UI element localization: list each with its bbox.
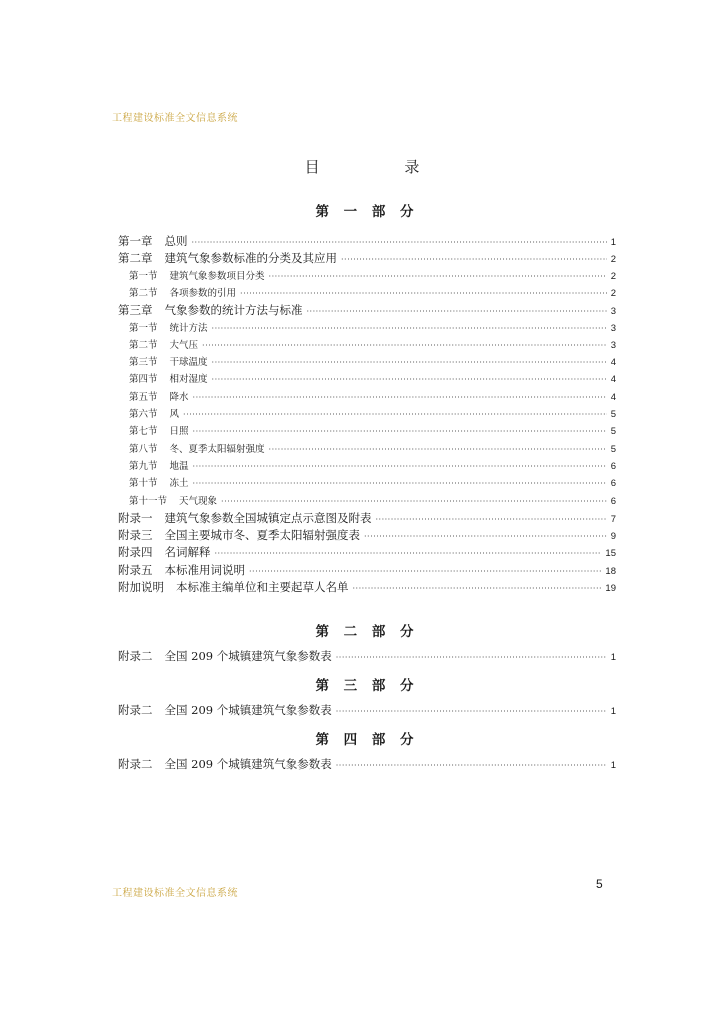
entry-title: 建筑气象参数标准的分类及其应用 (164, 251, 337, 266)
dot-leader (353, 584, 602, 593)
toc-section-entry[interactable] (129, 389, 616, 407)
toc-section-entry[interactable] (129, 285, 616, 303)
entry-title: 全国 209 个城镇建筑气象参数表 (164, 649, 332, 663)
entry-title: 降水 (169, 391, 189, 403)
entry-label: 第三节 (129, 357, 158, 369)
toc-section-entry[interactable] (129, 337, 616, 355)
entry-page-number: 5 (610, 426, 616, 438)
entry-title: 建筑气象参数全国城镇定点示意图及附表 (164, 510, 372, 525)
toc-chapter-entry[interactable] (118, 702, 616, 720)
dot-leader (364, 532, 607, 541)
entry-title: 全国 209 个城镇建筑气象参数表 (164, 757, 332, 771)
entry-title: 冻土 (169, 478, 189, 490)
toc-chapter-entry[interactable] (118, 527, 616, 545)
entry-page-number: 15 (605, 548, 616, 560)
entry-label: 附加说明 (118, 580, 164, 594)
entry-label: 第六节 (129, 409, 158, 420)
toc-section-entry[interactable] (129, 371, 616, 389)
entry-title: 全国 209 个城镇建筑气象参数表 (164, 703, 332, 717)
entry-page-number: 4 (610, 374, 616, 386)
entry-title: 冬、夏季太阳辐射强度 (169, 443, 265, 455)
dot-leader (336, 707, 607, 716)
dot-leader (183, 410, 607, 419)
toc-chapter-entry[interactable] (118, 233, 616, 251)
dot-leader (215, 549, 602, 558)
entry-page-number: 2 (610, 287, 616, 299)
entry-label: 附录三 (118, 528, 153, 543)
entry-title: 天气现象 (179, 495, 218, 507)
dot-leader (307, 307, 607, 316)
dot-leader (336, 653, 607, 662)
watermark-bottom: 工程建设标准全文信息系统 (112, 888, 238, 899)
toc-chapter-entry[interactable] (118, 562, 616, 580)
entry-page-number: 9 (610, 531, 616, 543)
watermark-top: 工程建设标准全文信息系统 (112, 113, 238, 124)
dot-leader (212, 324, 607, 333)
toc-section-entry[interactable] (129, 423, 616, 441)
toc-section-entry[interactable] (129, 320, 616, 338)
toc-chapter-entry[interactable] (118, 302, 616, 320)
entry-title: 相对湿度 (169, 374, 208, 386)
entry-label: 第十一节 (129, 495, 168, 507)
dot-leader (336, 761, 607, 770)
entry-label: 第三章 (118, 303, 153, 318)
entry-label: 附录四 (118, 545, 153, 560)
entry-label: 附录二 (118, 703, 153, 717)
part-heading: 第 一 部 分 (315, 204, 419, 220)
toc-section-entry[interactable] (129, 268, 616, 286)
entry-page-number: 18 (605, 565, 616, 577)
entry-page-number: 3 (610, 306, 616, 318)
toc-section-entry[interactable] (129, 475, 616, 493)
dot-leader (192, 238, 607, 247)
dot-leader (249, 567, 601, 576)
dot-leader (202, 341, 607, 350)
entry-label: 附录二 (118, 757, 153, 771)
dot-leader (193, 427, 607, 436)
entry-title: 统计方法 (169, 322, 208, 334)
entry-label: 第四节 (129, 374, 158, 386)
entry-title: 总则 (164, 234, 188, 248)
entry-page-number: 1 (610, 652, 616, 663)
dot-leader (376, 515, 607, 524)
entry-title: 本标准用词说明 (164, 562, 245, 577)
entry-page-number: 7 (610, 513, 616, 525)
dot-leader (193, 462, 607, 471)
entry-title: 大气压 (169, 339, 199, 351)
entry-page-number: 6 (610, 460, 616, 472)
part-heading: 第 四 部 分 (315, 732, 419, 748)
toc-section-entry[interactable] (129, 458, 616, 476)
dot-leader (212, 375, 607, 384)
entry-page-number: 4 (610, 357, 616, 369)
entry-page-number: 6 (610, 478, 616, 490)
entry-page-number: 3 (610, 339, 616, 351)
entry-page-number: 6 (610, 495, 616, 507)
entry-label: 第一章 (118, 234, 153, 248)
toc-chapter-entry[interactable] (118, 579, 616, 597)
entry-label: 附录五 (118, 562, 153, 577)
dot-leader (212, 358, 607, 367)
entry-page-number: 5 (610, 443, 616, 455)
entry-title: 气象参数的统计方法与标准 (164, 303, 303, 318)
entry-label: 附录一 (118, 510, 153, 525)
entry-page-number: 1 (610, 760, 616, 771)
entry-page-number: 2 (610, 254, 616, 266)
entry-label: 第七节 (129, 426, 158, 438)
part-heading: 第 三 部 分 (315, 678, 419, 694)
entry-label: 第九节 (129, 460, 158, 472)
page-number: 5 (596, 877, 603, 891)
entry-title: 建筑气象参数项目分类 (169, 270, 265, 282)
entry-page-number: 1 (610, 706, 616, 717)
toc-section-entry[interactable] (129, 441, 616, 459)
entry-page-number: 2 (610, 270, 616, 282)
entry-label: 第一节 (129, 322, 158, 334)
toc-section-entry[interactable] (129, 354, 616, 372)
dot-leader (341, 255, 607, 264)
toc-chapter-entry[interactable] (118, 544, 616, 562)
entry-page-number: 5 (610, 409, 616, 420)
toc-chapter-entry[interactable] (118, 756, 616, 774)
dot-leader (193, 393, 607, 402)
toc-section-entry[interactable] (129, 493, 616, 511)
dot-leader (240, 289, 607, 298)
dot-leader (269, 445, 607, 454)
entry-title: 本标准主编单位和主要起草人名单 (176, 580, 349, 594)
entry-label: 第五节 (129, 391, 158, 403)
toc-chapter-entry[interactable] (118, 648, 616, 666)
entry-label: 第二节 (129, 287, 158, 299)
entry-title: 日照 (169, 426, 189, 438)
entry-title: 各项参数的引用 (169, 287, 237, 299)
entry-label: 第二章 (118, 251, 153, 266)
entry-label: 第一节 (129, 270, 158, 282)
toc-chapter-entry[interactable] (118, 510, 616, 528)
entry-label: 第二节 (129, 339, 158, 351)
entry-page-number: 19 (605, 583, 616, 594)
entry-title: 地温 (169, 460, 189, 472)
entry-page-number: 3 (610, 322, 616, 334)
entry-label: 附录二 (118, 649, 153, 663)
entry-title: 干球温度 (169, 357, 208, 369)
dot-leader (193, 479, 607, 488)
dot-leader (221, 497, 607, 506)
toc-title: 目 录 (304, 158, 460, 176)
part-heading: 第 二 部 分 (315, 624, 419, 640)
entry-title: 全国主要城市冬、夏季太阳辐射强度表 (164, 528, 360, 543)
entry-label: 第十节 (129, 478, 158, 490)
entry-label: 第八节 (129, 443, 158, 455)
dot-leader (269, 272, 607, 281)
entry-title: 名词解释 (164, 545, 211, 560)
toc-section-entry[interactable] (129, 406, 616, 424)
toc-chapter-entry[interactable] (118, 250, 616, 268)
entry-title: 风 (169, 409, 180, 420)
entry-page-number: 1 (610, 237, 616, 248)
entry-page-number: 4 (610, 391, 616, 403)
